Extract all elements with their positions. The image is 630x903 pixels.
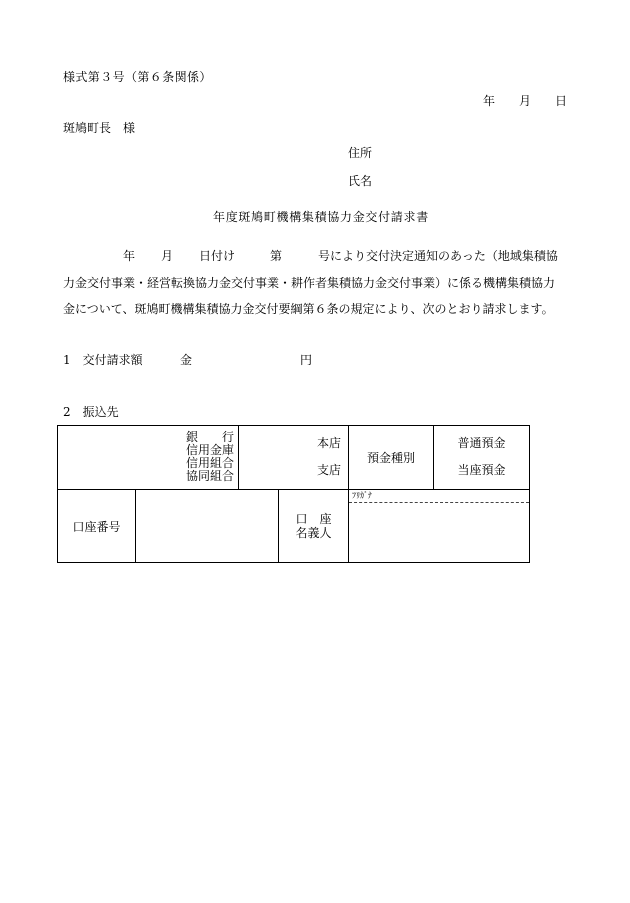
address-label: 住所 xyxy=(348,146,373,160)
institution-type-bank: 銀 行 xyxy=(185,430,234,444)
body-month: 月 xyxy=(161,249,174,263)
institution-type-cooperative: 協同組合 xyxy=(185,469,234,483)
document-title: 年度斑鳩町機構集積協力金交付請求書 xyxy=(213,210,429,224)
branch-cell xyxy=(238,425,349,490)
furigana-label: ﾌﾘｶﾞﾅ xyxy=(352,491,372,500)
institution-type-shinkin: 信用金庫 xyxy=(185,443,234,457)
name-label: 氏名 xyxy=(348,174,373,188)
form-number: 様式第３号（第６条関係） xyxy=(63,70,212,84)
deposit-type-label: 預金種別 xyxy=(366,451,415,465)
body-line3: 金について、斑鳩町機構集積協力金交付要綱第６条の規定により、次のとおり請求します。 xyxy=(63,302,554,316)
body-line1-rest: 号により交付決定通知のあった（地域集積協 xyxy=(318,249,558,263)
account-number-label: 口座番号 xyxy=(72,519,121,534)
amount-en: 円 xyxy=(300,353,313,367)
addressee: 斑鳩町長 様 xyxy=(63,121,136,135)
deposit-type-current: 当座預金 xyxy=(457,463,506,477)
deposit-type-label-cell xyxy=(348,425,434,490)
account-holder-label-line2: 名義人 xyxy=(295,526,332,540)
body-year: 年 xyxy=(123,249,136,263)
deposit-type-ordinary: 普通預金 xyxy=(457,436,506,450)
deposit-types-cell xyxy=(433,425,530,490)
account-number-value-cell xyxy=(135,489,279,563)
body-dai: 第 xyxy=(270,249,283,263)
account-holder-label-cell xyxy=(278,489,349,563)
section2-label: 2 振込先 xyxy=(63,405,119,419)
account-holder-value-cell xyxy=(348,489,530,563)
body-line2: 力金交付事業・経営転換協力金交付事業・耕作者集積協力金交付事業）に係る機構集積協力 xyxy=(63,276,556,290)
institution-types xyxy=(186,431,234,483)
branch-type-head-office: 本店 xyxy=(316,436,341,450)
branch-type-branch: 支店 xyxy=(316,463,341,477)
amount-kin: 金 xyxy=(180,353,193,367)
account-holder-label-line1: 口 座 xyxy=(295,512,332,526)
date-line: 年 月 日 xyxy=(483,94,568,108)
account-number-label-cell xyxy=(57,489,136,563)
section1-label: 1 交付請求額 xyxy=(63,353,143,367)
body-day-dated: 日付け xyxy=(199,249,236,263)
institution-type-credit-union: 信用組合 xyxy=(185,456,234,470)
furigana-divider xyxy=(349,502,529,503)
institution-cell xyxy=(57,425,239,490)
